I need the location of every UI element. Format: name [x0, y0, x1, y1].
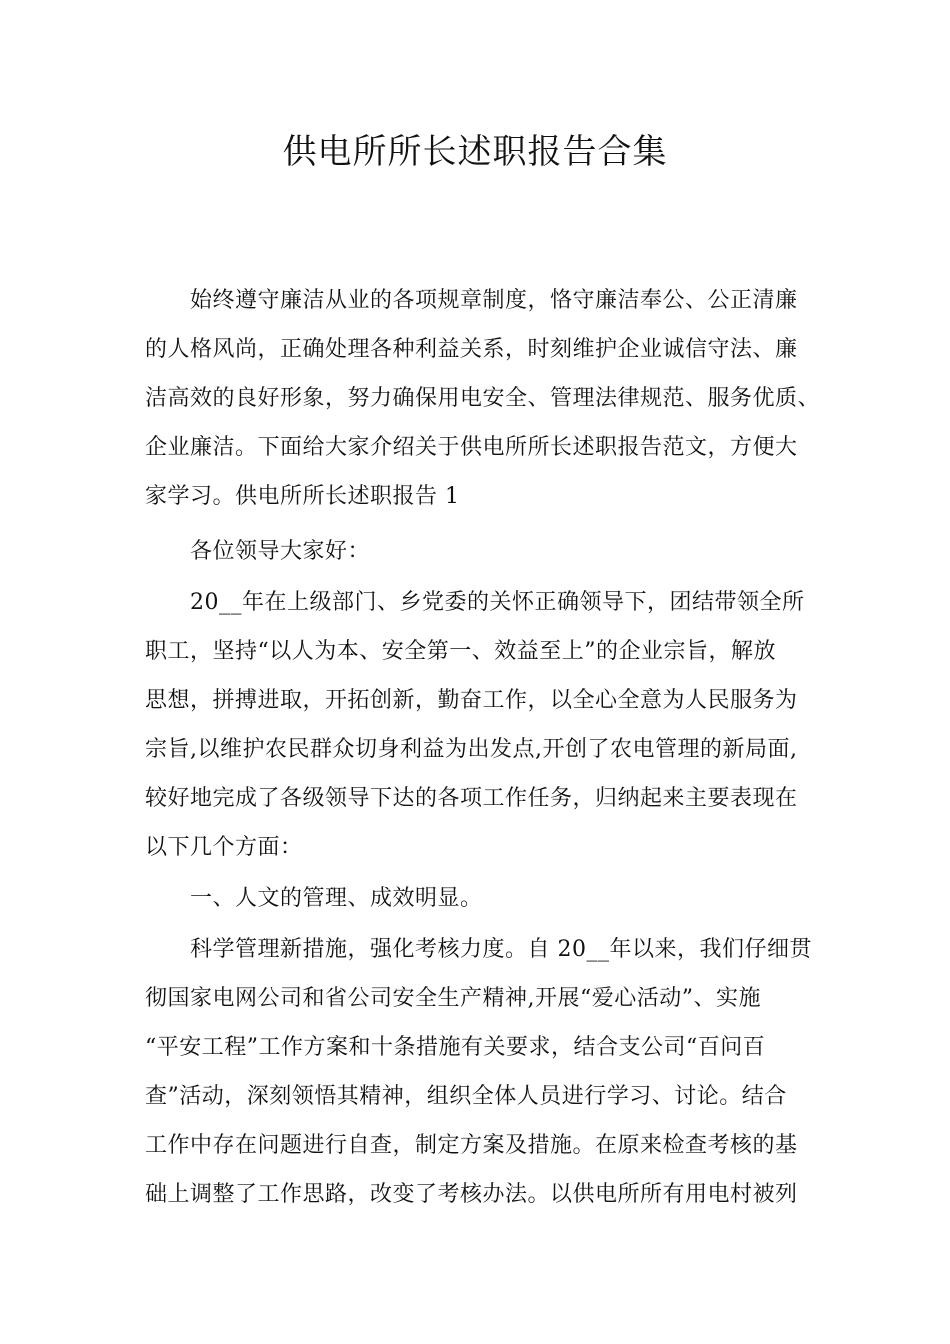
body-line: 查”活动，深刻领悟其精神，组织全体人员进行学习、讨论。结合: [145, 1084, 787, 1109]
section-heading: 一、人文的管理、成效明显。: [190, 886, 483, 911]
body-line: 础上调整了工作思路，改变了考核办法。以供电所所有用电村被列: [145, 1182, 798, 1207]
body-line: 思想，拼搏进取，开拓创新，勤奋工作，以全心全意为人民服务为: [145, 688, 798, 713]
body-line: 企业廉洁。下面给大家介绍关于供电所所长述职报告范文，方便大: [145, 435, 798, 460]
body-line: 的人格风尚，正确处理各种利益关系，时刻维护企业诚信守法、廉: [145, 337, 798, 362]
greeting-line: 各位领导大家好：: [190, 539, 371, 564]
body-line: 职工，坚持“以人为本、安全第一、效益至上”的企业宗旨，解放: [145, 639, 776, 664]
body-line: “平安工程”工作方案和十条措施有关要求，结合支公司“百问百: [145, 1035, 766, 1060]
body-line: 始终遵守廉洁从业的各项规章制度，恪守廉洁奉公、公正清廉: [190, 288, 798, 313]
body-line: 彻国家电网公司和省公司安全生产精神,开展“爱心活动”、实施: [145, 986, 761, 1011]
document-title: 供电所所长述职报告合集: [282, 132, 668, 172]
body-line: 家学习。供电所所长述职报告 1: [145, 484, 460, 509]
body-line: 科学管理新措施，强化考核力度。自 20__年以来，我们仔细贯: [190, 937, 812, 962]
body-line: 以下几个方面：: [145, 835, 303, 860]
body-line: 工作中存在问题进行自查，制定方案及措施。在原来检查考核的基: [145, 1133, 798, 1158]
body-line: 宗旨,以维护农民群众切身利益为出发点,开创了农电管理的新局面,: [145, 737, 798, 762]
body-line: 洁高效的良好形象，努力确保用电安全、管理法律规范、服务优质、: [145, 386, 821, 411]
body-line: 20__年在上级部门、乡党委的关怀正确领导下，团结带领全所: [190, 590, 805, 615]
body-line: 较好地完成了各级领导下达的各项工作任务，归纳起来主要表现在: [145, 786, 798, 811]
